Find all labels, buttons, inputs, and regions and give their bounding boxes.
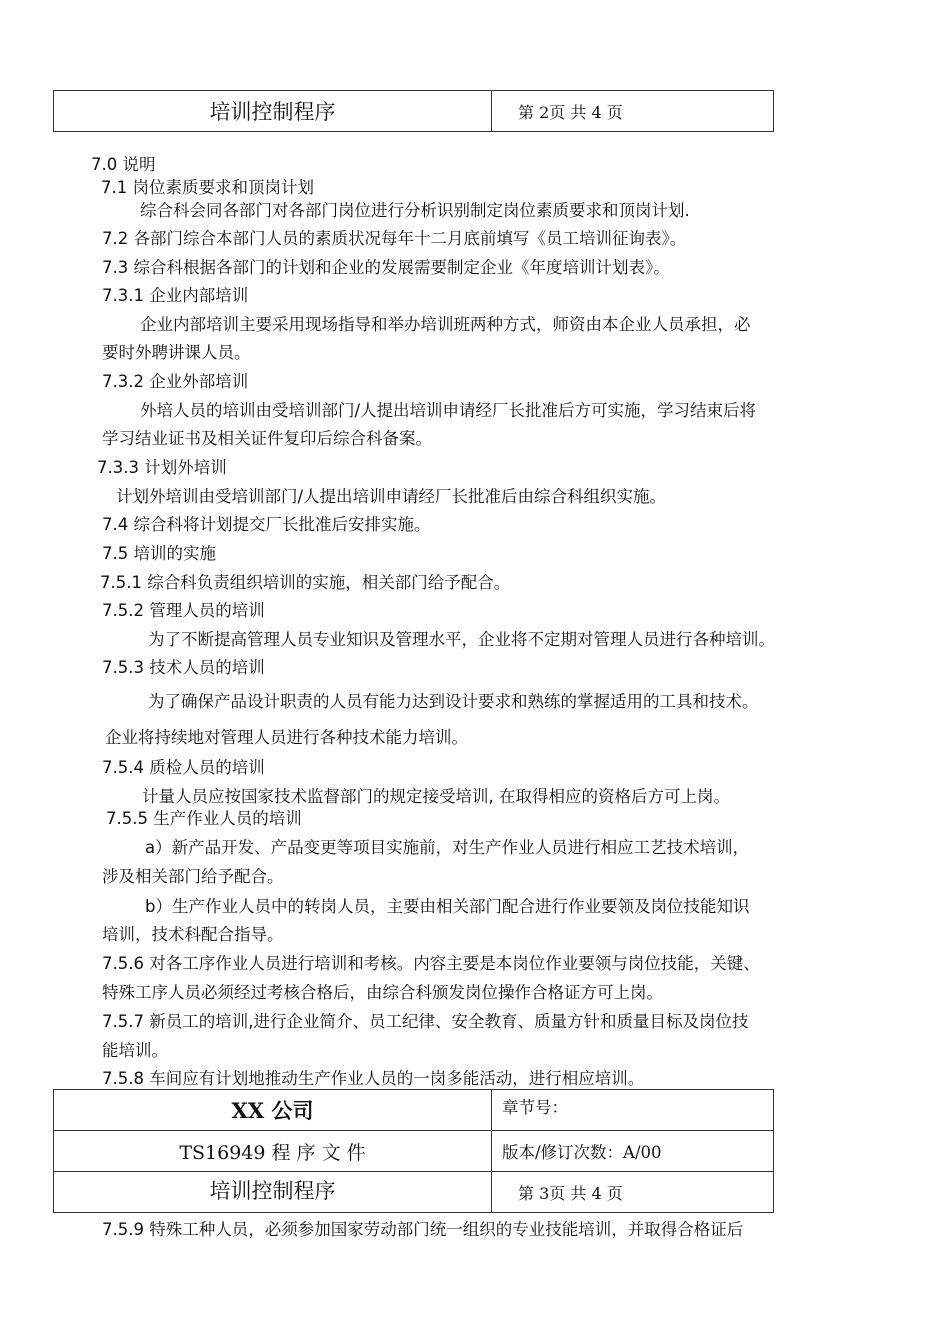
- paragraph-line: 能培训。: [102, 1041, 168, 1060]
- document-title: 培训控制程序: [209, 100, 336, 124]
- paragraph-line: 学习结业证书及相关证件复印后综合科备案。: [102, 429, 432, 448]
- paragraph-line: a）新产品开发、产品变更等项目实施前，对生产作业人员进行相应工艺技术培训，: [145, 838, 750, 857]
- section-heading: 7.5.5 生产作业人员的培训: [106, 809, 302, 828]
- document-title-cell: [54, 1172, 492, 1213]
- section-heading: 7.3.3 计划外培训: [97, 458, 227, 477]
- page-number: 第 3页 共 4 页: [492, 1172, 774, 1213]
- paragraph-line: 7.5.6 对各工序作业人员进行培训和考核。内容主要是本岗位作业要领与岗位技能，关键、: [102, 954, 760, 973]
- section-heading: 7.5.4 质检人员的培训: [102, 758, 265, 777]
- paragraph-line: 7.2 各部门综合本部门人员的素质状况每年十二月底前填写《员工培训征询表》。: [102, 229, 687, 248]
- page-header-table: [53, 90, 774, 132]
- paragraph-line: 计划外培训由受培训部门/人提出培训申请经厂长批准后由综合科组织实施。: [116, 487, 667, 506]
- paragraph-line: 7.5.7 新员工的培训,进行企业简介、员工纪律、安全教育、质量方针和质量目标及岗位技: [102, 1012, 749, 1031]
- paragraph-line: 企业内部培训主要采用现场指导和举办培训班两种方式，师资由本企业人员承担，必: [140, 315, 751, 334]
- paragraph-line: 要时外聘讲课人员。: [102, 343, 251, 362]
- document-type: TS16949 程 序 文 件: [179, 1141, 366, 1164]
- paragraph-line: 外培人员的培训由受培训部门/人提出培训申请经厂长批准后方可实施，学习结束后将: [140, 401, 757, 420]
- paragraph-line: 企业将持续地对管理人员进行各种技术能力培训。: [105, 728, 468, 747]
- paragraph-line: 计量人员应按国家技术监督部门的规定接受培训, 在取得相应的资格后方可上岗。: [142, 787, 730, 806]
- paragraph-line: 为了不断提高管理人员专业知识及管理水平，企业将不定期对管理人员进行各种培训。: [148, 630, 775, 649]
- section-heading: 7.5.3 技术人员的培训: [102, 658, 265, 677]
- paragraph-line: 培训，技术科配合指导。: [102, 925, 284, 944]
- document-title-cell: [54, 91, 492, 132]
- chapter-number: 章节号：: [492, 1090, 774, 1131]
- paragraph-line: 涉及相关部门给予配合。: [102, 867, 284, 886]
- paragraph-line: 7.5.9 特殊工种人员，必须参加国家劳动部门统一组织的专业技能培训，并取得合格证后: [102, 1220, 744, 1239]
- doc-type-cell: [54, 1131, 492, 1172]
- section-heading: 7.3.1 企业内部培训: [102, 286, 249, 305]
- page-header-table: [53, 1089, 774, 1213]
- section-heading: 7.5.2 管理人员的培训: [102, 601, 265, 620]
- page-number: 第 2页 共 4 页: [492, 91, 774, 132]
- paragraph-line: 为了确保产品设计职责的人员有能力达到设计要求和熟练的掌握适用的工具和技术。: [148, 692, 759, 711]
- section-heading: 7.3.2 企业外部培训: [102, 372, 249, 391]
- section-heading: 7.0 说明: [91, 155, 156, 174]
- company-cell: [54, 1090, 492, 1131]
- paragraph-line: 7.3 综合科根据各部门的计划和企业的发展需要制定企业《年度培训计划表》。: [102, 258, 670, 277]
- section-heading: 7.1 岗位素质要求和顶岗计划: [101, 178, 314, 197]
- paragraph-line: 特殊工序人员必须经过考核合格后，由综合科颁发岗位操作合格证方可上岗。: [102, 983, 663, 1002]
- paragraph-line: 综合科会同各部门对各部门岗位进行分析识别制定岗位素质要求和顶岗计划.: [140, 201, 690, 220]
- paragraph-line: b）生产作业人员中的转岗人员，主要由相关部门配合进行作业要领及岗位技能知识: [145, 897, 750, 916]
- version-number: 版本/修订次数：A/00: [492, 1131, 774, 1172]
- section-heading: 7.5 培训的实施: [102, 544, 216, 563]
- company-name: XX 公司: [231, 1098, 314, 1123]
- paragraph-line: 7.5.8 车间应有计划地推动生产作业人员的一岗多能活动，进行相应培训。: [102, 1069, 645, 1088]
- paragraph-line: 7.4 综合科将计划提交厂长批准后安排实施。: [102, 515, 431, 534]
- document-title: 培训控制程序: [209, 1179, 336, 1203]
- paragraph-line: 7.5.1 综合科负责组织培训的实施，相关部门给予配合。: [100, 573, 511, 592]
